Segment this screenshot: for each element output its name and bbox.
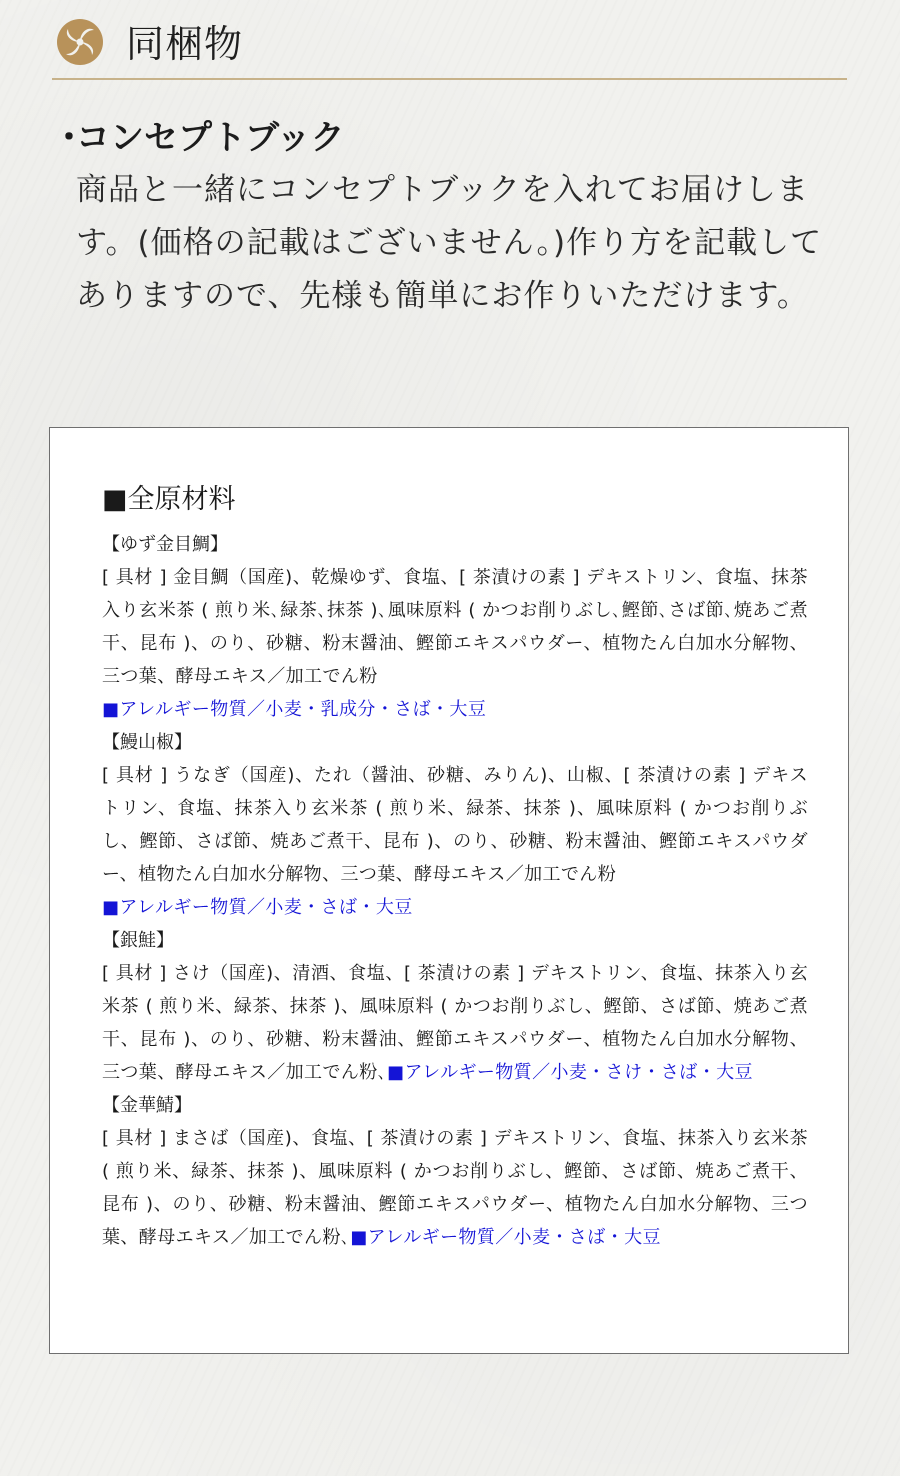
ingredients-heading: ■全原材料 [102, 484, 236, 515]
item-ingredients: [ 具材 ] さけ（国産)、清酒、食塩、[ 茶漬けの素 ] デキストリン、食塩、抹茶入り玄米茶 ( 煎り米、緑茶、抹茶 )、風味原料 ( かつお削りぶし、鰹節、さば節、焼あご煮干、昆布 )、のり、砂糖、粉末醤油、鰹節エキスパウダー、植物たん白加水分解物、三つ葉、酵母エキス／加工でん粉､ [102, 963, 808, 1083]
ingredient-item-kinkasaba [102, 1089, 808, 1254]
ingredients-content [102, 480, 808, 1254]
ingredient-item-yuzu-kinmedai [102, 528, 808, 726]
page-title: 同梱物 [126, 22, 244, 66]
item-ingredients: [ 具材 ] 金目鯛（国産)、乾燥ゆず、食塩、[ 茶漬けの素 ] デキストリン、食塩、抹茶入り玄米茶 ( 煎り米､緑茶､抹茶 )､風味原料 ( かつお削りぶし､鰹節､さば節､焼あご煮干、昆布 )、のり、砂糖、粉末醤油、鰹節エキスパウダー、植物たん白加水分解物、三つ葉、酵母エキス／加工でん粉 [102, 567, 808, 687]
title-divider [52, 78, 847, 80]
item-name: 【銀鮭】 [102, 930, 174, 951]
ingredient-item-unagi-sansho [102, 726, 808, 924]
item-ingredients-with-allergy [102, 957, 808, 1089]
allergy-note: ■アレルギー物質／小麦・さば・大豆 [350, 1227, 661, 1248]
bullet-heading [52, 112, 852, 164]
allergy-note: ■アレルギー物質／小麦・さば・大豆 [102, 897, 413, 918]
item-name: 【ゆず金目鯛】 [102, 534, 228, 555]
item-name: 【金華鯖】 [102, 1095, 192, 1116]
item-ingredients: [ 具材 ] まさば（国産)、食塩、[ 茶漬けの素 ] デキストリン、食塩、抹茶入り玄米茶 ( 煎り米、緑茶、抹茶 )、風味原料 ( かつお削りぶし、鰹節、さば節、焼あご煮干、昆布 )、のり、砂糖、粉末醤油、鰹節エキスパウダー、植物たん白加水分解物、三つ葉、酵母エキス／加工でん粉､ [102, 1128, 808, 1248]
bullet-title-text: コンセプトブック [76, 118, 345, 158]
ingredient-item-ginzake [102, 924, 808, 1089]
section-header [52, 12, 847, 82]
allergy-note: ■アレルギー物質／小麦・さけ・さば・大豆 [387, 1062, 753, 1083]
item-name: 【鰻山椒】 [102, 732, 192, 753]
item-ingredients-with-allergy [102, 1122, 808, 1254]
concept-book-section [52, 112, 852, 323]
ingredients-box [49, 427, 849, 1354]
swirl-crest-icon [56, 18, 104, 66]
bullet-mark: ・ [52, 118, 86, 158]
bullet-description: 商品と一緒にコンセプトブックを入れてお届けします。(価格の記載はございません。)作り方を記載してありますので、先様も簡単にお作りいただけます。 [76, 172, 823, 314]
allergy-note: ■アレルギー物質／小麦・乳成分・さば・大豆 [102, 699, 487, 720]
item-ingredients: [ 具材 ] うなぎ（国産)、たれ（醤油、砂糖、みりん)、山椒、[ 茶漬けの素 ] デキストリン、食塩、抹茶入り玄米茶 ( 煎り米、緑茶、抹茶 )、風味原料 ( かつお削りぶし、鰹節、さば節、焼あご煮干、昆布 )、のり、砂糖、粉末醤油、鰹節エキスパウダー、植物たん白加水分解物、三つ葉、酵母エキス／加工でん粉 [102, 765, 808, 885]
